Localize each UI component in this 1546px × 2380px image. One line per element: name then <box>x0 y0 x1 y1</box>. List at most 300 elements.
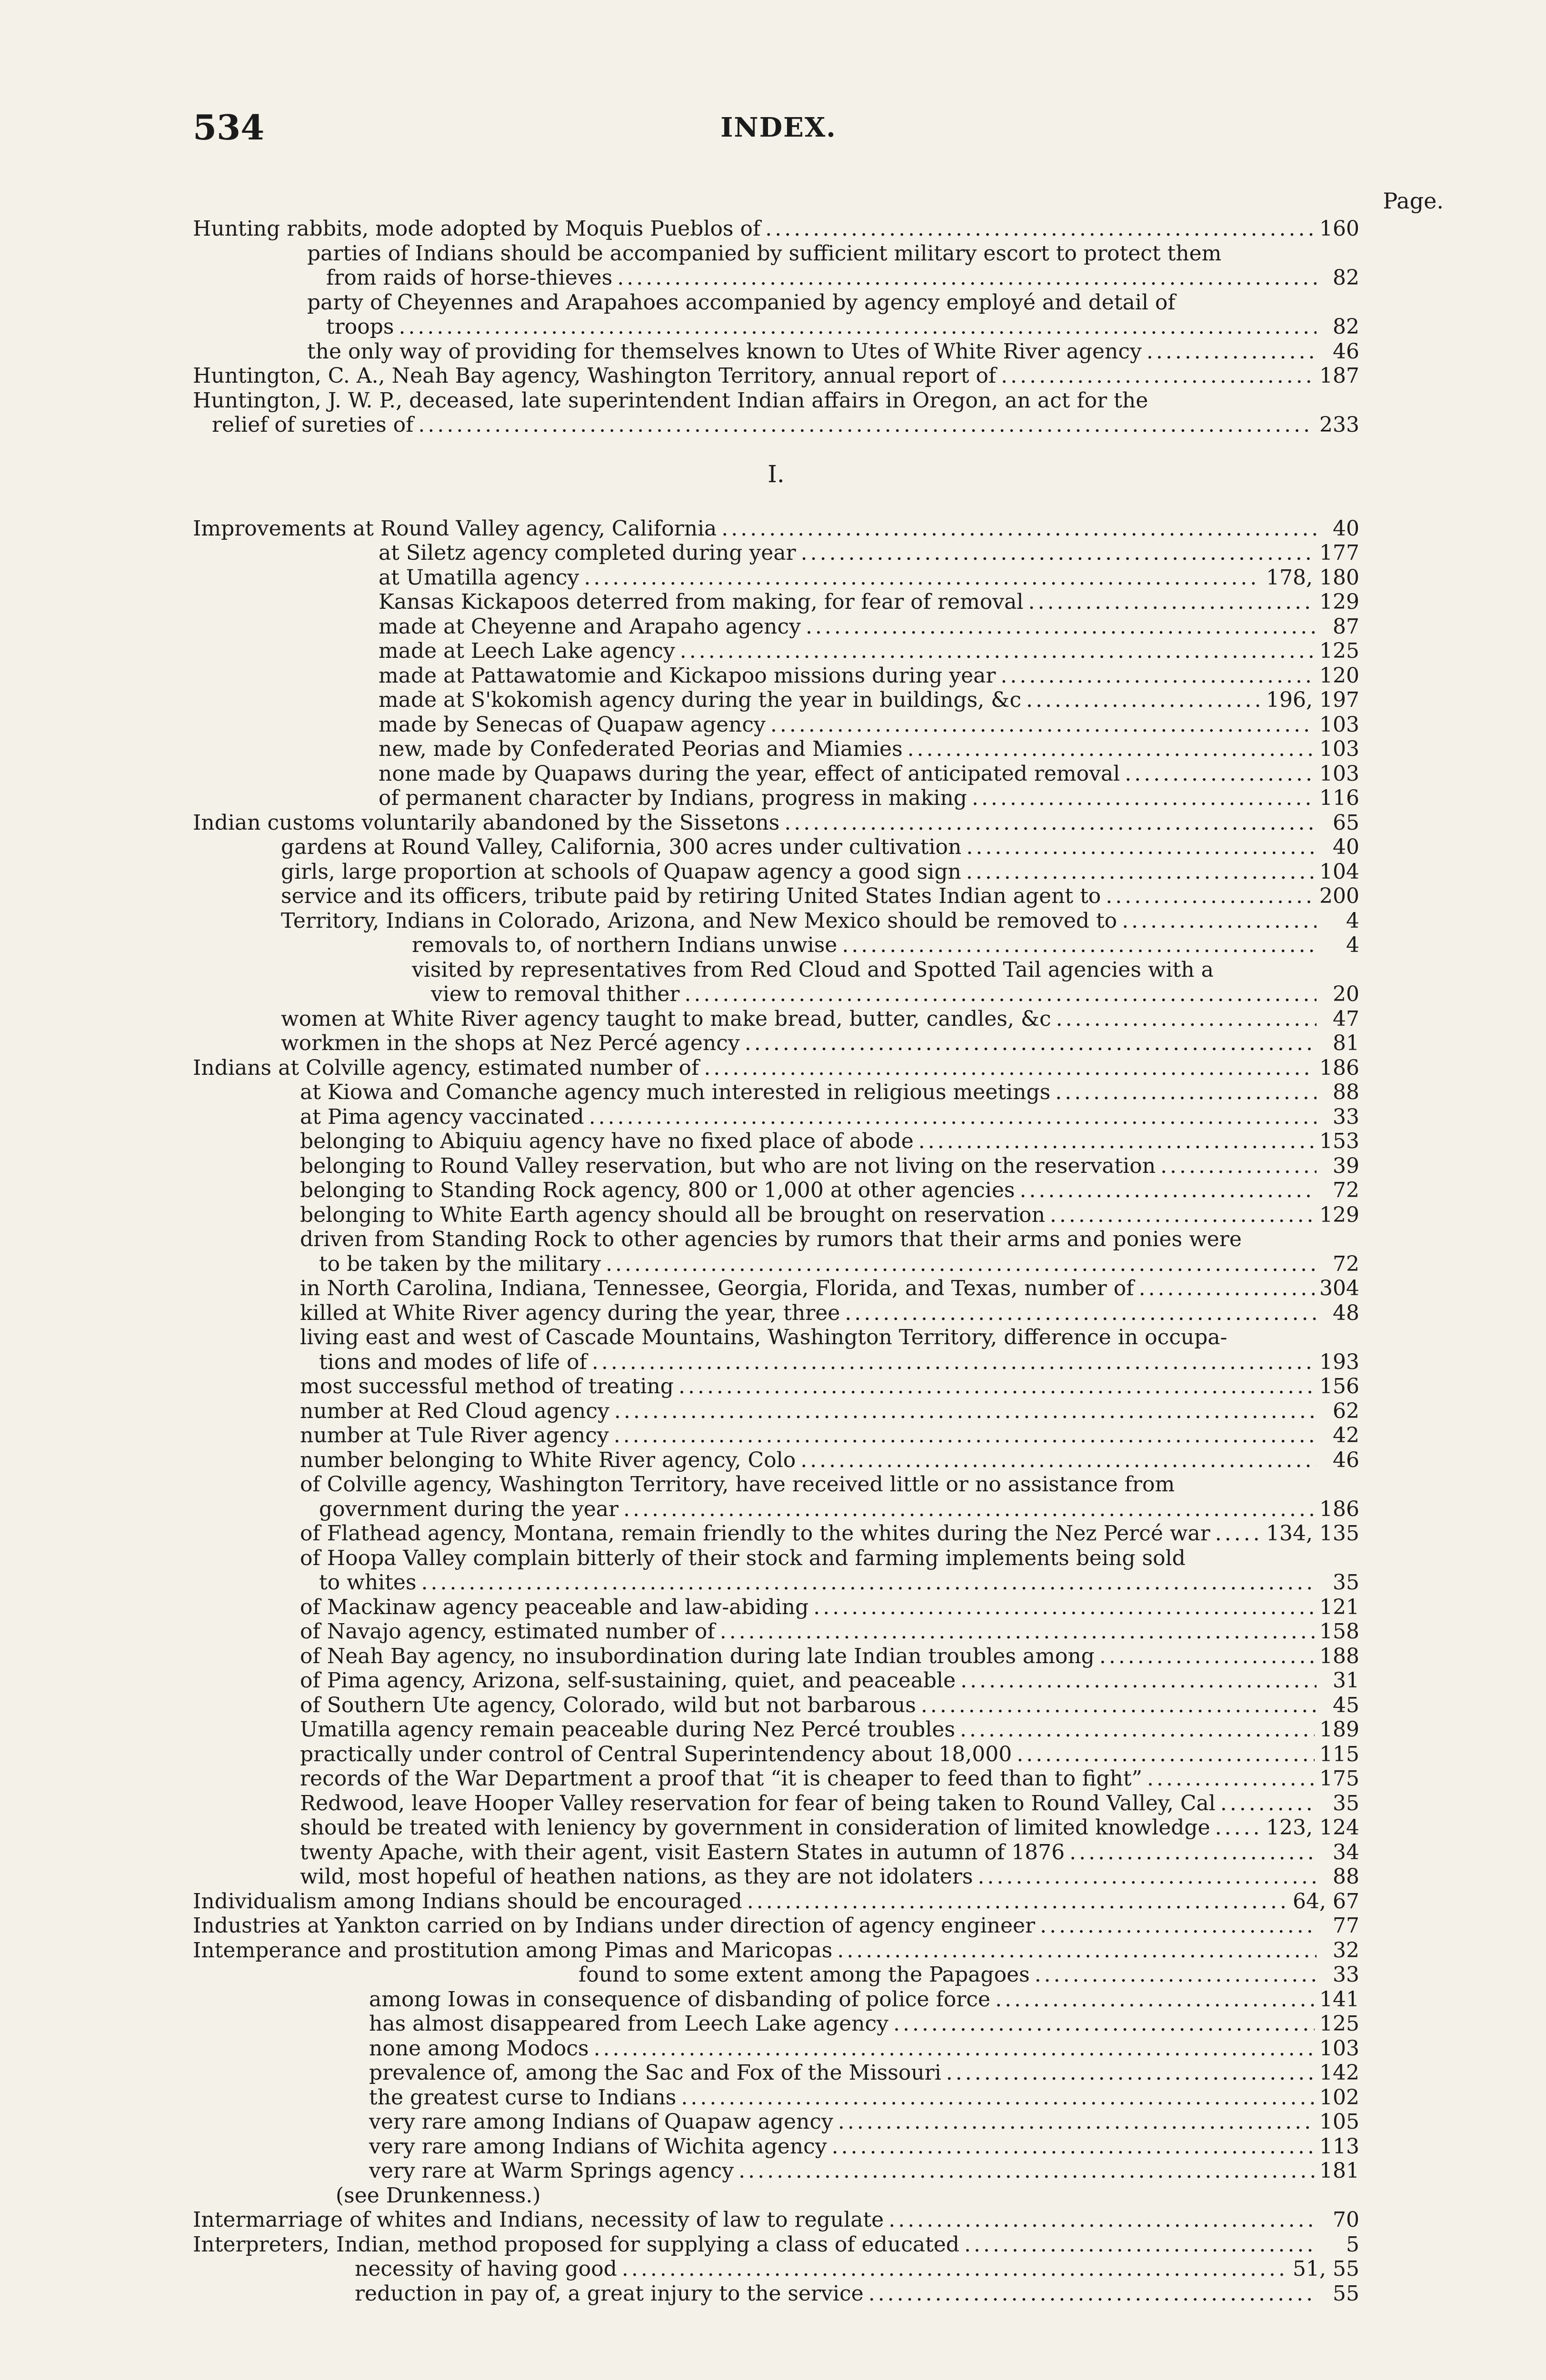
entry-text: living east and west of Cascade Mountains, Washington Territory, difference in occupa- <box>300 1325 1227 1349</box>
dot-leader <box>738 2159 1315 2183</box>
index-entry <box>193 1963 1359 1987</box>
index-entry <box>193 664 1359 688</box>
index-entry <box>193 1056 1359 1081</box>
page-reference: 72 <box>1333 1178 1359 1202</box>
dot-leader <box>592 1350 1315 1375</box>
entry-text: at Umatilla agency ..... 178, 180 <box>379 565 1359 590</box>
page-reference: 125 <box>1319 2012 1359 2036</box>
dot-leader <box>918 1129 1315 1154</box>
page-reference: 81 <box>1333 1031 1359 1055</box>
entry-text: driven from Standing Rock to other agencies by rumors that their arms and ponies were <box>300 1227 1242 1251</box>
entry-text: none made by Quapaws during the year, effect of anticipated removal ..... 103 <box>379 762 1359 786</box>
entry-text: number at Tule River agency ..... 42 <box>300 1423 1359 1448</box>
entry-text: very rare among Indians of Quapaw agency ..... 105 <box>369 2110 1359 2134</box>
dot-leader <box>1001 364 1315 388</box>
entry-text: the only way of providing for themselves known to Utes of White River agency ..... 46 <box>307 339 1359 364</box>
entry-text: gardens at Round Valley, California, 300 acres under cultivation ..... 40 <box>281 835 1359 860</box>
page-reference: 121 <box>1319 1595 1359 1619</box>
index-entry <box>193 2257 1359 2281</box>
entry-text: made at Cheyenne and Arapaho agency ..... 87 <box>379 615 1359 639</box>
dot-leader <box>622 2257 1288 2281</box>
index-entry <box>193 737 1359 762</box>
entry-text: has almost disappeared from Leech Lake agency ..... 125 <box>369 2012 1359 2036</box>
entry-text: Kansas Kickapoos deterred from making, for fear of removal ..... 129 <box>379 590 1359 615</box>
dot-leader <box>842 933 1317 958</box>
index-entry <box>193 1840 1359 1865</box>
page-reference: 116 <box>1319 786 1359 810</box>
index-entry <box>193 1693 1359 1718</box>
page-reference: 188 <box>1319 1644 1359 1668</box>
dot-leader <box>421 1570 1317 1595</box>
dot-leader <box>966 860 1315 884</box>
entry-continuation: from raids of horse-thieves ..... 82 <box>307 266 1359 290</box>
entry-text: at Siletz agency completed during year ..... 177 <box>379 541 1359 565</box>
page-reference: 45 <box>1333 1693 1359 1717</box>
index-entry <box>193 1105 1359 1130</box>
page-reference: 304 <box>1319 1276 1359 1300</box>
page-reference: 129 <box>1319 590 1359 614</box>
dot-leader <box>908 737 1315 762</box>
running-head: INDEX. <box>720 112 837 143</box>
page-reference: 103 <box>1319 737 1359 761</box>
page-reference: 64, 67 <box>1293 1889 1359 1914</box>
page-reference: 88 <box>1333 1864 1359 1889</box>
entry-text: none among Modocs ..... 103 <box>369 2036 1359 2061</box>
index-entry <box>193 1227 1359 1276</box>
index-entry <box>193 615 1359 639</box>
page-reference: 105 <box>1319 2110 1359 2134</box>
dot-leader <box>1139 1276 1315 1301</box>
entry-text: Huntington, C. A., Neah Bay agency, Washington Territory, annual report of ..... 187 <box>193 364 1359 388</box>
index-entry <box>193 1080 1359 1105</box>
entry-text: women at White River agency taught to make bread, butter, candles, &c ..... 47 <box>281 1007 1359 1031</box>
page-reference: 189 <box>1319 1717 1359 1742</box>
index-entry <box>193 290 1359 339</box>
entry-text: of Hoopa Valley complain bitterly of their stock and farming implements being sold <box>300 1546 1186 1570</box>
index-entry <box>193 2110 1359 2134</box>
index-entry <box>193 1129 1359 1154</box>
dot-leader <box>1069 1840 1317 1865</box>
page-reference: 103 <box>1319 2036 1359 2061</box>
dot-leader <box>623 1497 1315 1522</box>
entry-text: twenty Apache, with their agent, visit Eastern States in autumn of 1876 ..... 34 <box>300 1840 1359 1865</box>
dot-leader <box>678 1374 1315 1399</box>
entry-continuation: troops ..... 82 <box>307 315 1359 339</box>
dot-leader <box>893 2012 1315 2036</box>
index-entry <box>193 1472 1359 1521</box>
page-reference: 48 <box>1333 1300 1359 1325</box>
page-reference: 187 <box>1319 364 1359 388</box>
dot-leader <box>680 639 1315 664</box>
dot-leader <box>960 1717 1315 1742</box>
index-entry <box>193 1914 1359 1938</box>
dot-leader <box>1028 590 1315 615</box>
index-entry <box>193 835 1359 860</box>
index-entry <box>193 241 1359 290</box>
index-entry <box>193 2012 1359 2036</box>
dot-leader <box>1147 1766 1315 1791</box>
page-reference: 32 <box>1333 1938 1359 1963</box>
dot-leader <box>801 541 1315 565</box>
page-reference: 42 <box>1333 1423 1359 1448</box>
entry-text: service and its officers, tribute paid by retiring United States Indian agent to ..... 200 <box>281 884 1359 909</box>
dot-leader <box>1106 884 1315 909</box>
page-reference: 4 <box>1346 933 1359 957</box>
page-reference: 33 <box>1333 1104 1359 1129</box>
page-reference: 115 <box>1319 1742 1359 1766</box>
page-reference: 158 <box>1319 1619 1359 1644</box>
index-entry <box>193 639 1359 664</box>
index-block-h <box>193 217 1359 437</box>
index-entry <box>193 1668 1359 1693</box>
index-entry <box>193 1374 1359 1399</box>
dot-leader <box>606 1252 1317 1277</box>
index-entry <box>193 1595 1359 1620</box>
page-reference: 142 <box>1319 2061 1359 2085</box>
page-reference: 62 <box>1333 1398 1359 1423</box>
index-entry <box>193 909 1359 933</box>
entry-text: made at Leech Lake agency ..... 125 <box>379 639 1359 664</box>
page-reference: 103 <box>1319 761 1359 786</box>
index-entry <box>193 516 1359 541</box>
index-entry <box>193 786 1359 811</box>
entry-text: belonging to Round Valley reservation, but who are not living on the reservation ..... 39 <box>300 1154 1359 1179</box>
entry-text: Interpreters, Indian, method proposed for supplying a class of educated ..... 5 <box>193 2232 1359 2257</box>
page-reference: 65 <box>1333 810 1359 835</box>
page-reference: 40 <box>1333 516 1359 541</box>
index-entry <box>193 860 1359 884</box>
page-reference: 120 <box>1319 663 1359 688</box>
page-header <box>193 107 1364 150</box>
entry-text: found to some extent among the Papagoes ..... 33 <box>579 1963 1359 1987</box>
dot-leader <box>399 315 1317 339</box>
dot-leader <box>1220 1791 1317 1816</box>
page-reference: 129 <box>1319 1202 1359 1227</box>
page-reference: 35 <box>1333 1791 1359 1815</box>
dot-leader <box>888 2208 1317 2232</box>
dot-leader <box>745 1031 1317 1056</box>
entry-continuation: to whites ..... 35 <box>300 1570 1359 1595</box>
page-reference: 102 <box>1319 2085 1359 2110</box>
dot-leader <box>1125 762 1315 786</box>
index-entry <box>193 1325 1359 1374</box>
dot-leader <box>832 2134 1315 2159</box>
page-reference: 47 <box>1333 1006 1359 1031</box>
entry-text: of Flathead agency, Montana, remain friendly to the whites during the Nez Percé war ..... 134, 135 <box>300 1521 1359 1546</box>
entry-text: new, made by Confederated Peorias and Miamies ..... 103 <box>379 737 1359 762</box>
dot-leader <box>1035 1963 1317 1987</box>
index-entry <box>193 541 1359 565</box>
page-reference: 134, 135 <box>1266 1521 1359 1546</box>
dot-leader <box>617 266 1317 290</box>
dot-leader <box>1017 1742 1315 1767</box>
entry-text: Improvements at Round Valley agency, California ..... 40 <box>193 516 1359 541</box>
dot-leader <box>1122 909 1317 933</box>
index-entry <box>193 1987 1359 2012</box>
page-reference: 178, 180 <box>1266 565 1359 590</box>
dot-leader <box>813 1595 1315 1620</box>
entry-text: of permanent character by Indians, progress in making ..... 116 <box>379 786 1359 811</box>
dot-leader <box>765 217 1315 241</box>
entry-text: should be treated with leniency by government in consideration of limited knowledge ..... 123, 124 <box>300 1815 1359 1840</box>
dot-leader <box>1160 1154 1317 1179</box>
index-entry <box>193 1791 1359 1816</box>
page-reference: 123, 124 <box>1266 1815 1359 1840</box>
index-entry <box>193 762 1359 786</box>
entry-text: belonging to Standing Rock agency, 800 or 1,000 at other agencies ..... 72 <box>300 1178 1359 1203</box>
dot-leader <box>589 1105 1317 1130</box>
index-entry <box>193 2183 1359 2208</box>
entry-text: of Neah Bay agency, no insubordination during late Indian troubles among ..... 188 <box>300 1644 1359 1669</box>
page-reference: 88 <box>1333 1080 1359 1104</box>
index-entry <box>193 1864 1359 1889</box>
dot-leader <box>721 516 1317 541</box>
entry-text: number at Red Cloud agency ..... 62 <box>300 1399 1359 1424</box>
entry-text: of Mackinaw agency peaceable and law-abiding ..... 121 <box>300 1595 1359 1620</box>
page-reference: 181 <box>1319 2159 1359 2183</box>
entry-text: killed at White River agency during the year, three ..... 48 <box>300 1301 1359 1326</box>
dot-leader <box>838 2110 1315 2134</box>
index-entry <box>193 1007 1359 1031</box>
dot-leader <box>972 786 1315 811</box>
page-reference: 70 <box>1333 2208 1359 2232</box>
entry-text: belonging to Abiquiu agency have no fixed place of abode ..... 153 <box>300 1129 1359 1154</box>
page-column-label: Page. <box>1383 188 1444 214</box>
entry-text: very rare at Warm Springs agency ..... 181 <box>369 2159 1359 2183</box>
page-reference: 20 <box>1333 982 1359 1006</box>
index-entry <box>193 1031 1359 1056</box>
page-reference: 35 <box>1333 1570 1359 1595</box>
entry-text: Territory, Indians in Colorado, Arizona, and New Mexico should be removed to ..... 4 <box>281 909 1359 933</box>
index-entry <box>193 811 1359 835</box>
index-entry <box>193 958 1359 1007</box>
entry-continuation: government during the year ..... 186 <box>300 1497 1359 1522</box>
page-reference: 5 <box>1346 2232 1359 2257</box>
dot-leader <box>1050 1203 1315 1228</box>
dot-leader <box>584 565 1261 590</box>
index-entry <box>193 1203 1359 1228</box>
entry-text: of Southern Ute agency, Colorado, wild but not barbarous ..... 45 <box>300 1693 1359 1718</box>
page-reference: 82 <box>1333 315 1359 339</box>
entry-continuation: to be taken by the military ..... 72 <box>300 1252 1359 1277</box>
index-entry <box>193 388 1359 437</box>
dot-leader <box>1040 1914 1317 1938</box>
page-reference: 34 <box>1333 1840 1359 1864</box>
entry-text: made at Pattawatomie and Kickapoo missions during year ..... 120 <box>379 664 1359 688</box>
index-entry <box>193 2085 1359 2110</box>
page-reference: 186 <box>1319 1497 1359 1521</box>
index-entry <box>193 884 1359 909</box>
dot-leader <box>681 2085 1315 2110</box>
index-entry <box>193 2281 1359 2306</box>
index-entry <box>193 1178 1359 1203</box>
dot-leader <box>704 1056 1315 1081</box>
page-reference: 72 <box>1333 1251 1359 1276</box>
page-reference: 196, 197 <box>1266 688 1359 712</box>
page-reference: 39 <box>1333 1153 1359 1178</box>
entry-continuation: tions and modes of life of ..... 193 <box>300 1350 1359 1375</box>
entry-text: Individualism among Indians should be encouraged ..... 64, 67 <box>193 1889 1359 1914</box>
entry-text: girls, large proportion at schools of Quapaw agency a good sign ..... 104 <box>281 860 1359 884</box>
page-reference: 103 <box>1319 712 1359 737</box>
entry-text: most successful method of treating ..... 156 <box>300 1374 1359 1399</box>
page-reference: 104 <box>1319 859 1359 884</box>
index-entry <box>193 2134 1359 2159</box>
page-reference: 46 <box>1333 1448 1359 1472</box>
index-entry <box>193 2232 1359 2257</box>
index-entry <box>193 1766 1359 1791</box>
index-entry <box>193 590 1359 615</box>
index-entry <box>193 2208 1359 2232</box>
entry-text: at Pima agency vaccinated ..... 33 <box>300 1105 1359 1130</box>
index-entry <box>193 1276 1359 1301</box>
index-entry <box>193 2036 1359 2061</box>
page-reference: 46 <box>1333 339 1359 364</box>
dot-leader <box>946 2061 1315 2085</box>
entry-text: among Iowas in consequence of disbanding of police force ..... 141 <box>369 1987 1359 2012</box>
page-reference: 87 <box>1333 614 1359 639</box>
dot-leader <box>837 1938 1317 1963</box>
entry-text: removals to, of northern Indians unwise ..... 4 <box>412 933 1359 958</box>
index-entry <box>193 1742 1359 1767</box>
entry-text: records of the War Department a proof that “it is cheaper to feed than to fight” ..... 175 <box>300 1766 1359 1791</box>
dot-leader <box>1055 1080 1317 1105</box>
page-reference: 153 <box>1319 1129 1359 1153</box>
dot-leader <box>1215 1815 1261 1840</box>
index-entry <box>193 1889 1359 1914</box>
dot-leader <box>747 1889 1288 1914</box>
entry-text: workmen in the shops at Nez Percé agency ..... 81 <box>281 1031 1359 1056</box>
dot-leader <box>964 2232 1317 2257</box>
page-reference: 51, 55 <box>1293 2257 1359 2281</box>
index-entry <box>193 2159 1359 2183</box>
entry-text: at Kiowa and Comanche agency much interested in religious meetings ..... 88 <box>300 1080 1359 1105</box>
dot-leader <box>1147 339 1317 364</box>
entry-text: prevalence of, among the Sac and Fox of the Missouri ..... 142 <box>369 2061 1359 2085</box>
entry-text: party of Cheyennes and Arapahoes accompanied by agency employé and detail of <box>307 290 1176 315</box>
dot-leader <box>806 615 1317 639</box>
entry-text: the greatest curse to Indians ..... 102 <box>369 2085 1359 2110</box>
entry-text: Umatilla agency remain peaceable during Nez Percé troubles ..... 189 <box>300 1717 1359 1742</box>
entry-text: Huntington, J. W. P., deceased, late superintendent Indian affairs in Oregon, an act for the <box>193 388 1148 413</box>
page-reference: 82 <box>1333 266 1359 290</box>
index-entry <box>193 1717 1359 1742</box>
entry-text: parties of Indians should be accompanied by sufficient military escort to protect them <box>307 241 1222 266</box>
page-number: 534 <box>193 107 265 148</box>
entry-text: Indian customs voluntarily abandoned by the Sissetons ..... 65 <box>193 811 1359 835</box>
entry-text: Hunting rabbits, mode adopted by Moquis Pueblos of ..... 160 <box>193 217 1359 241</box>
dot-leader <box>1000 664 1315 688</box>
entry-text: Redwood, leave Hooper Valley reservation for fear of being taken to Round Valley, Cal ..... 35 <box>300 1791 1359 1816</box>
index-entry <box>193 1546 1359 1595</box>
entry-continuation: view to removal thither ..... 20 <box>412 982 1359 1007</box>
page-reference: 113 <box>1319 2134 1359 2159</box>
index-entry <box>193 1154 1359 1179</box>
index-entry <box>193 1521 1359 1546</box>
dot-leader <box>1056 1007 1317 1031</box>
dot-leader <box>845 1301 1317 1326</box>
index-entry <box>193 1619 1359 1644</box>
dot-leader <box>1215 1521 1261 1546</box>
dot-leader <box>977 1864 1317 1889</box>
index-list <box>193 217 1359 2306</box>
entry-text: of Colville agency, Washington Territory, have received little or no assistance from <box>300 1472 1175 1497</box>
dot-leader <box>1026 688 1261 713</box>
index-entry <box>193 1938 1359 1963</box>
entry-continuation: relief of sureties of ..... 233 <box>193 413 1359 437</box>
entry-text: number belonging to White River agency, Colo ..... 46 <box>300 1448 1359 1473</box>
entry-text: of Pima agency, Arizona, self-sustaining, quiet, and peaceable ..... 31 <box>300 1668 1359 1693</box>
index-entry <box>193 1644 1359 1669</box>
dot-leader <box>966 835 1317 860</box>
page-reference: 55 <box>1333 2281 1359 2306</box>
dot-leader <box>960 1668 1317 1693</box>
entry-text: in North Carolina, Indiana, Tennessee, Georgia, Florida, and Texas, number of ..... 304 <box>300 1276 1359 1301</box>
index-entry <box>193 1399 1359 1424</box>
entry-text: Intermarriage of whites and Indians, necessity of law to regulate ..... 70 <box>193 2208 1359 2232</box>
page-reference: 77 <box>1333 1914 1359 1938</box>
dot-leader <box>1019 1178 1317 1203</box>
page-reference: 125 <box>1319 639 1359 663</box>
page-reference: 156 <box>1319 1374 1359 1398</box>
dot-leader <box>921 1693 1317 1718</box>
entry-text: Intemperance and prostitution among Pimas and Maricopas ..... 32 <box>193 1938 1359 1963</box>
page-reference: 160 <box>1319 217 1359 241</box>
index-block-i <box>193 516 1359 2306</box>
index-entry <box>193 1448 1359 1473</box>
entry-text: made by Senecas of Quapaw agency ..... 103 <box>379 713 1359 737</box>
entry-text: (see Drunkenness.) <box>336 2183 541 2208</box>
index-entry <box>193 1815 1359 1840</box>
entry-text: practically under control of Central Superintendency about 18,000 ..... 115 <box>300 1742 1359 1767</box>
page-reference: 200 <box>1319 884 1359 908</box>
index-entry <box>193 2061 1359 2085</box>
index-entry <box>193 364 1359 388</box>
index-entry <box>193 565 1359 590</box>
entry-text: of Navajo agency, estimated number of ..... 158 <box>300 1619 1359 1644</box>
dot-leader <box>594 2036 1315 2061</box>
entry-text: very rare among Indians of Wichita agency ..... 113 <box>369 2134 1359 2159</box>
dot-leader <box>720 1619 1315 1644</box>
dot-leader <box>614 1423 1317 1448</box>
index-entry <box>193 688 1359 713</box>
page-reference: 177 <box>1319 541 1359 565</box>
entry-text: reduction in pay of, a great injury to the service ..... 55 <box>355 2281 1359 2306</box>
dot-leader <box>800 1448 1317 1473</box>
page-reference: 33 <box>1333 1963 1359 1987</box>
index-entry <box>193 713 1359 737</box>
page-reference: 193 <box>1319 1349 1359 1374</box>
entry-text: Industries at Yankton carried on by Indians under direction of agency engineer ..... 77 <box>193 1914 1359 1938</box>
entry-text: made at S'kokomish agency during the year in buildings, &c ..... 196, 197 <box>379 688 1359 713</box>
entry-text: visited by representatives from Red Cloud and Spotted Tail agencies with a <box>412 957 1214 982</box>
page-reference: 175 <box>1319 1766 1359 1791</box>
entry-text: belonging to White Earth agency should all be brought on reservation ..... 129 <box>300 1203 1359 1228</box>
page-reference: 186 <box>1319 1055 1359 1080</box>
entry-text: necessity of having good ..... 51, 55 <box>355 2257 1359 2281</box>
dot-leader <box>868 2281 1317 2306</box>
index-entry <box>193 339 1359 364</box>
page-reference: 4 <box>1346 908 1359 933</box>
page-reference: 141 <box>1319 1987 1359 2012</box>
dot-leader <box>614 1399 1317 1424</box>
section-letter-heading: I. <box>768 460 785 488</box>
dot-leader <box>418 413 1315 437</box>
index-entry <box>193 1301 1359 1326</box>
dot-leader <box>995 1987 1315 2012</box>
entry-text: Indians at Colville agency, estimated number of ..... 186 <box>193 1056 1359 1081</box>
page-reference: 233 <box>1319 413 1359 437</box>
